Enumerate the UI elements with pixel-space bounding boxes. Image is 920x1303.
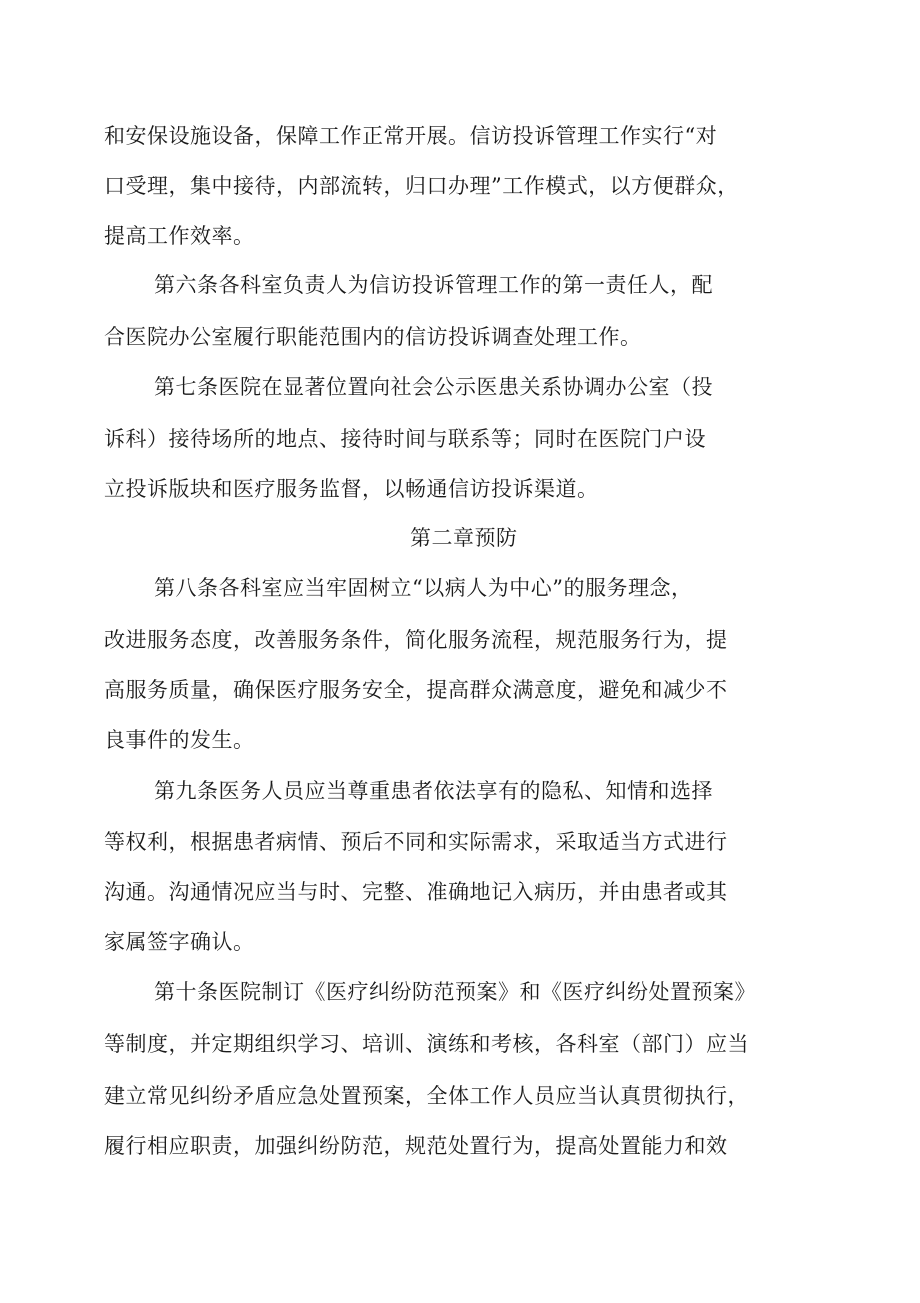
paragraph-line: 第七条医院在显著位置向社会公示医患关系协调办公室（投 [154, 375, 713, 399]
text-line: 等权利，根据患者病情、预后不同和实际需求，采取适当方式进行 [104, 830, 728, 854]
paragraph-line: 第九条医务人员应当尊重患者依法享有的隐私、知情和选择 [154, 779, 713, 803]
text-line: 高服务质量，确保医疗服务安全，提高群众满意度，避免和减少不 [104, 678, 728, 702]
text-line: 立投诉版块和医疗服务监督，以畅通信访投诉渠道。 [104, 477, 599, 501]
text-line: 诉科）接待场所的地点、接待时间与联系等；同时在医院门户设 [104, 427, 706, 451]
paragraph-line: 第十条医院制订《医疗纠纷防范预案》和《医疗纠纷处置预案》 [154, 980, 756, 1004]
text-line: 履行相应职责，加强纠纷防范，规范处置行为，提高处置能力和效 [104, 1134, 728, 1158]
text-line: 良事件的发生。 [104, 728, 255, 752]
paragraph-line: 第八条各科室应当牢固树立“以病人为中心”的服务理念， [154, 576, 693, 600]
text-line: 沟通。沟通情况应当与时、完整、准确地记入病历，并由患者或其 [104, 880, 728, 904]
text-line: 改进服务态度，改善服务条件，简化服务流程，规范服务行为，提 [104, 628, 728, 652]
paragraph-line: 第六条各科室负责人为信访投诉管理工作的第一责任人，配 [154, 273, 713, 297]
text-line: 提高工作效率。 [104, 224, 255, 248]
text-line: 建立常见纠纷矛盾应急处置预案，全体工作人员应当认真贯彻执行， [104, 1084, 749, 1108]
chapter-heading: 第二章预防 [410, 526, 518, 550]
text-line: 和安保设施设备，保障工作正常开展。信访投诉管理工作实行“对 [104, 124, 718, 148]
text-line: 口受理，集中接待，内部流转，归口办理”工作模式，以方便群众， [104, 174, 739, 198]
text-line: 合医院办公室履行职能范围内的信访投诉调查处理工作。 [104, 325, 642, 349]
text-line: 家属签字确认。 [104, 930, 255, 954]
text-line: 等制度，并定期组织学习、培训、演练和考核，各科室（部门）应当 [104, 1032, 749, 1056]
